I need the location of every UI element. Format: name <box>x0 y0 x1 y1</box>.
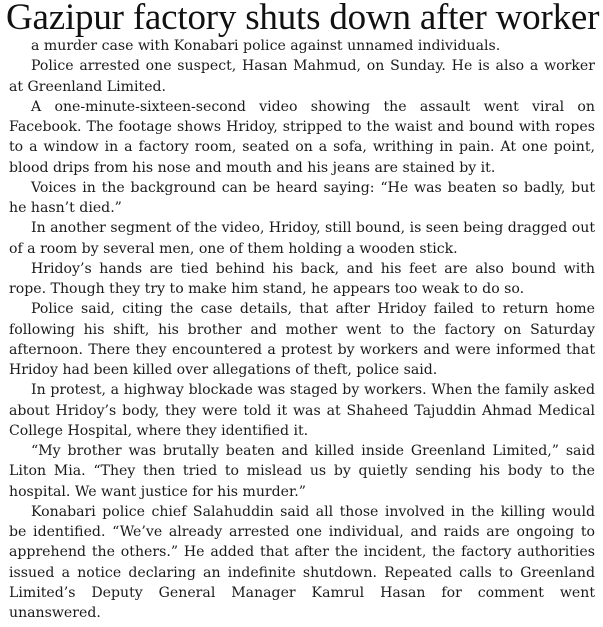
paragraph-voices: Voices in the background can be heard saying: “He was beaten so badly, but he hasn’t died.” <box>9 179 595 216</box>
paragraph-blockade: In protest, a highway blockade was staged by workers. When the family asked about Hridoy’s body, they were told it was at Shaheed Tajuddin Ahmad Medical College Hospital, where they identified it. <box>9 382 595 439</box>
paragraph-arrest: Police arrested one suspect, Hasan Mahmud, on Sunday. He is also a worker at Greenland Limited. <box>9 58 595 95</box>
paragraph-brother-quote: “My brother was brutally beaten and killed inside Greenland Limited,” said Liton Mia. “They then tried to mislead us by quietly sending his body to the hospital. We want justice for his murder.” <box>9 443 595 500</box>
headline: Gazipur factory shuts down after worker <box>6 0 600 38</box>
paragraph-dragged: In another segment of the video, Hridoy, still bound, is seen being dragged out of a room by several men, one of them holding a wooden stick. <box>9 220 595 257</box>
paragraph-case-details: Police said, citing the case details, that after Hridoy failed to return home following his shift, his brother and mother went to the factory on Saturday afternoon. There they encountered a protest by workers and were informed that Hridoy had been killed over allegations of theft, police said. <box>9 301 595 378</box>
paragraph-video: A one-minute-sixteen-second video showing the assault went viral on Facebook. The footage shows Hridoy, stripped to the waist and bound with ropes to a window in a factory room, seated on a sofa, writhing in pain. At one point, blood drips from his nose and mouth and his jeans are stained by it. <box>9 98 595 176</box>
paragraph-continuation: a murder case with Konabari police against unnamed individuals. <box>31 38 501 54</box>
paragraph-police-chief: Konabari police chief Salahuddin said all those involved in the killing would be identified. “We’ve already arrested one individual, and raids are ongoing to apprehend the others.” He added that after the incident, the factory authorities issued a notice declaring an indefinite shutdown. Repeated calls to Greenland Limited’s Deputy General Manager Kamrul Hasan for comment went unanswered. <box>9 503 595 621</box>
article-body <box>9 36 595 623</box>
paragraph-hands-tied: Hridoy’s hands are tied behind his back, and his feet are also bound with rope. Though they try to make him stand, he appears too weak to do so. <box>9 260 595 297</box>
